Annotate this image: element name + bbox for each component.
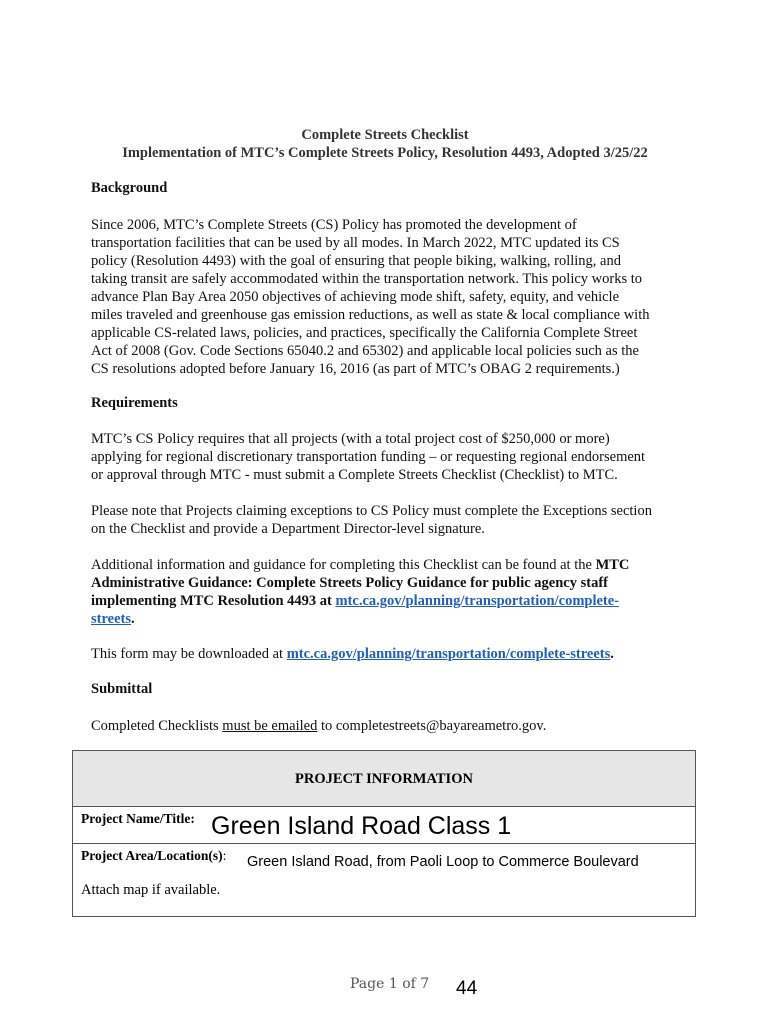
background-heading: Background xyxy=(91,180,168,196)
requirements-line: Please note that Projects claiming exceptions to CS Policy must complete the Exceptions section xyxy=(91,503,652,519)
page-stamp-number: 44 xyxy=(456,978,478,999)
download-paragraph xyxy=(91,645,691,663)
submittal-text: Completed Checklists xyxy=(91,718,223,734)
submittal-heading: Submittal xyxy=(91,681,153,697)
requirements-line: or approval through MTC - must submit a Complete Streets Checklist (Checklist) to MTC. xyxy=(91,467,618,483)
background-line: applicable CS-related laws, policies, and practices, specifically the California Complete Street xyxy=(91,325,638,341)
project-name-label: Project Name/Title: xyxy=(81,811,195,826)
background-line: miles traveled and greenhouse gas emission reductions, as well as state & local compliance with xyxy=(91,307,650,323)
project-info-header xyxy=(72,750,696,807)
guidance-bold-text: Administrative Guidance: Complete Streets Policy Guidance for public agency staff xyxy=(91,575,608,591)
background-line: Act of 2008 (Gov. Code Sections 65040.2 and 65302) and applicable local policies such as the xyxy=(91,343,639,359)
submittal-underlined-text: must be emailed xyxy=(222,718,318,734)
background-line: transportation facilities that can be used by all modes. In March 2022, MTC updated its CS xyxy=(91,235,620,251)
background-line: taking transit are safely accommodated within the transportation network. This policy works to xyxy=(91,271,642,287)
download-text: This form may be downloaded at xyxy=(91,646,287,662)
requirements-heading: Requirements xyxy=(91,395,178,411)
project-area-value[interactable]: Green Island Road, from Paoli Loop to Commerce Boulevard xyxy=(247,854,639,870)
page-number: Page 1 of 7 xyxy=(350,976,430,992)
guidance-link-continued[interactable]: streets xyxy=(91,611,131,627)
background-paragraph xyxy=(91,216,691,378)
requirements-line: applying for regional discretionary transportation funding – or requesting regional endorsement xyxy=(91,449,646,465)
guidance-link[interactable]: mtc.ca.gov/planning/transportation/complete- xyxy=(335,593,620,609)
document-title xyxy=(60,126,710,162)
download-link[interactable]: mtc.ca.gov/planning/transportation/complete-streets xyxy=(286,646,611,662)
project-area-label: Project Area/Location(s): xyxy=(81,848,227,863)
guidance-text: Additional information and guidance for completing this Checklist can be found at the xyxy=(91,557,596,573)
title-line-1: Complete Streets Checklist xyxy=(301,127,469,143)
background-line: policy (Resolution 4493) with the goal of ensuring that people biking, walking, rolling, and xyxy=(91,253,621,269)
project-area-row xyxy=(72,843,696,917)
guidance-bold-text: implementing MTC Resolution 4493 at xyxy=(91,593,336,609)
project-name-row xyxy=(72,806,696,844)
requirements-paragraph-2 xyxy=(91,502,691,538)
project-name-value[interactable]: Green Island Road Class 1 xyxy=(211,812,512,840)
guidance-bold-text: MTC xyxy=(595,557,630,573)
guidance-period: . xyxy=(131,611,135,627)
background-line: Since 2006, MTC’s Complete Streets (CS) Policy has promoted the development of xyxy=(91,217,577,233)
requirements-line: on the Checklist and provide a Department Director-level signature. xyxy=(91,521,485,537)
title-line-2: Implementation of MTC’s Complete Streets Policy, Resolution 4493, Adopted 3/25/22 xyxy=(122,145,648,161)
background-line: advance Plan Bay Area 2050 objectives of achieving mode shift, safety, equity, and vehicle xyxy=(91,289,620,305)
guidance-paragraph xyxy=(91,556,691,628)
attach-map-note: Attach map if available. xyxy=(81,882,221,898)
requirements-paragraph-1 xyxy=(91,430,691,484)
download-period: . xyxy=(610,646,614,662)
submittal-paragraph xyxy=(91,717,691,735)
project-info-title: PROJECT INFORMATION xyxy=(295,771,473,787)
background-line: CS resolutions adopted before January 16, 2016 (as part of MTC’s OBAG 2 requirements.) xyxy=(91,361,620,377)
requirements-line: MTC’s CS Policy requires that all projects (with a total project cost of $250,000 or more) xyxy=(91,431,610,447)
submittal-email-text: to completestreets@bayareametro.gov. xyxy=(317,718,547,734)
